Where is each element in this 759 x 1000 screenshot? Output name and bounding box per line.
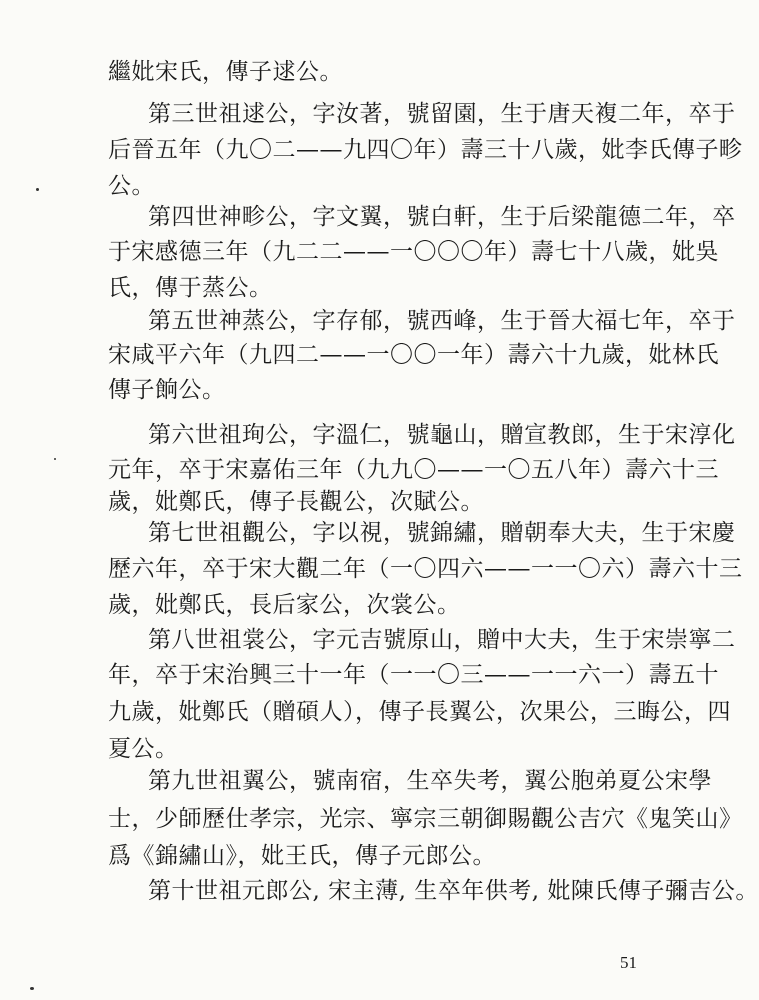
text-line: 元年，卒于宋嘉佑三年（九九〇——一〇五八年）壽六十三 [108,457,719,483]
scan-speck [54,458,56,460]
text-line: 夏公。 [108,736,179,762]
text-line: 歷六年，卒于宋大觀二年（一〇四六——一一〇六）壽六十三 [108,556,743,582]
text-line: 九歲，妣鄭氏（贈碩人），傳子長翼公，次果公，三晦公，四 [108,699,731,725]
scan-speck [36,188,39,191]
text-line: 士，少師歷仕孝宗，光宗、寧宗三朝御賜觀公吉穴《鬼笑山》 [108,806,743,832]
text-line: 爲《錦繡山》，妣王氏，傳子元郎公。 [108,843,496,869]
text-line: 氏，傳于蒸公。 [108,275,273,301]
text-line: 第十世祖元郎公, 宋主薄, 生卒年供考, 妣陳氏傳子彌吉公。 [148,878,759,904]
text-line: 第七世祖觀公，字以視，號錦繡，贈朝奉大夫，生于宋慶 [148,520,736,546]
text-line: 歲，妣鄭氏，傳子長觀公，次賦公。 [108,489,484,515]
text-line: 公。 [108,173,155,199]
scan-speck [30,987,34,990]
text-line: 第四世神畛公，字文翼，號白軒，生于后梁龍德二年，卒 [148,204,736,230]
text-line: 第八世祖裳公，字元吉號原山，贈中大夫，生于宋崇寧二 [148,627,736,653]
text-line: 后晉五年（九〇二——九四〇年）壽三十八歲，妣李氏傳子畛 [108,137,743,163]
text-line: 宋咸平六年（九四二——一〇〇一年）壽六十九歲，妣林氏 [108,342,719,368]
text-line: 傳子餉公。 [108,377,226,403]
text-line: 第三世祖逑公，字汝著，號留園，生于唐天複二年，卒于 [148,101,736,127]
text-line: 于宋感德三年（九二二——一〇〇〇年）壽七十八歲，妣吳 [108,239,719,265]
text-line: 第六世祖珣公，字溫仁，號龜山，贈宣教郎，生于宋淳化 [148,422,736,448]
text-line: 繼妣宋氏，傳子逑公。 [108,59,343,85]
text-line: 年，卒于宋治興三十一年（一一〇三——一一六一）壽五十 [108,662,719,688]
text-line: 歲，妣鄭氏，長后家公，次裳公。 [108,592,461,618]
text-line: 第五世神蒸公，字存郁，號西峰，生于晉大福七年，卒于 [148,308,736,334]
text-line: 第九世祖翼公，號南宿，生卒失考，翼公胞弟夏公宋學 [148,768,712,794]
page-number: 51 [620,953,637,972]
